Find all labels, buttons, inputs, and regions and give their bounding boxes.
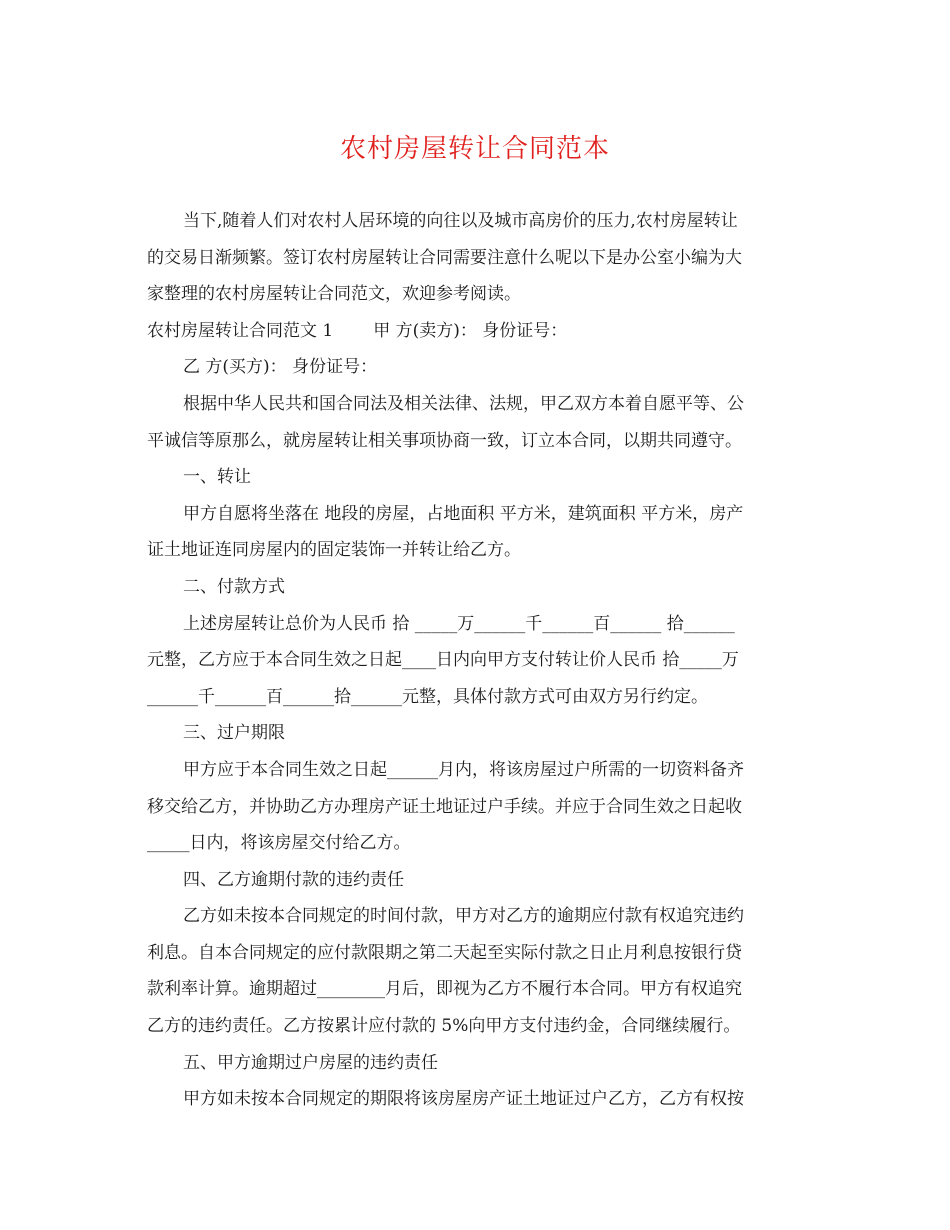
section-line: 甲方应于本合同生效之日起______月内，将该房屋过户所需的一切资料备齐 — [183, 759, 744, 780]
section-line: 元整，乙方应于本合同生效之日起____日内向甲方支付转让价人民币 拾_____万 — [147, 650, 739, 671]
party-b: 乙 方(买方)： 身份证号： — [183, 357, 378, 378]
section-line: ______千______百______拾______元整，具体付款方式可由双方另行约定。 — [147, 686, 708, 707]
document-title: 农村房屋转让合同范本 — [339, 134, 610, 164]
intro-paragraph — [147, 203, 801, 313]
section-heading: 三、过户期限 — [183, 723, 285, 744]
section-line: 乙方如未按本合同规定的时间付款，甲方对乙方的逾期应付款有权追究违约 — [183, 906, 744, 927]
intro-line: 的交易日渐频繁。签订农村房屋转让合同需要注意什么呢以下是办公室小编为大 — [147, 247, 742, 268]
section-line: 上述房屋转让总价为人民币 拾 _____万______千______百______ 拾______ — [183, 613, 735, 634]
party-a: 甲 方(卖方)： 身份证号： — [373, 320, 568, 341]
section-line: 甲方如未按本合同规定的期限将该房屋房产证土地证过户乙方，乙方有权按 — [183, 1089, 744, 1110]
section-heading: 五、甲方逾期过户房屋的违约责任 — [183, 1052, 438, 1073]
section-heading: 二、付款方式 — [183, 576, 285, 597]
section-heading: 一、转让 — [183, 467, 251, 488]
section-heading: 四、乙方逾期付款的违约责任 — [183, 869, 404, 890]
section-line: 利息。自本合同规定的应付款限期之第二天起至实际付款之日止月利息按银行贷 — [147, 942, 742, 963]
document-body — [147, 203, 801, 1118]
sample-heading: 农村房屋转让合同范文 1 — [147, 320, 334, 341]
section-line: 证土地证连同房屋内的固定装饰一并转让给乙方。 — [147, 540, 521, 561]
preamble-paragraph — [147, 386, 801, 459]
preamble-line: 根据中华人民共和国合同法及相关法律、法规，甲乙双方本着自愿平等、公 — [183, 393, 744, 414]
section-line: 乙方的违约责任。乙方按累计应付款的 5%向甲方支付违约金，合同继续履行。 — [147, 1016, 741, 1037]
section-line: 款利率计算。逾期超过________月后，即视为乙方不履行本合同。甲方有权追究 — [147, 979, 742, 1000]
preamble-line: 平诚信等原那么，就房屋转让相关事项协商一致，订立本合同，以期共同遵守。 — [147, 430, 742, 451]
party-line — [147, 313, 801, 350]
section-line: _____日内，将该房屋交付给乙方。 — [147, 833, 411, 854]
section-line: 甲方自愿将坐落在 地段的房屋，占地面积 平方米，建筑面积 平方米，房产 — [183, 503, 744, 524]
intro-line: 家整理的农村房屋转让合同范文，欢迎参考阅读。 — [147, 284, 521, 305]
section-line: 移交给乙方，并协助乙方办理房产证土地证过户手续。并应于合同生效之日起收 — [147, 796, 742, 817]
intro-line: 当下,随着人们对农村人居环境的向往以及城市高房价的压力,农村房屋转让 — [183, 211, 738, 231]
